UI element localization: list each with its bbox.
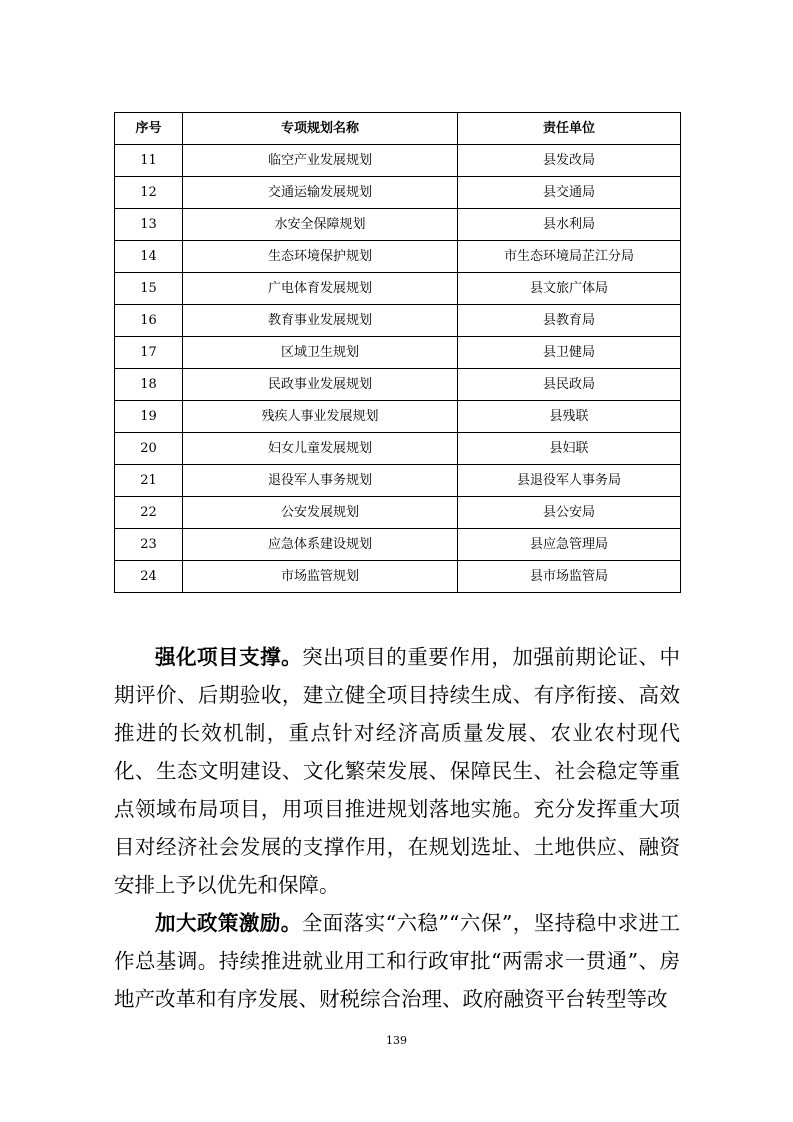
table-row — [115, 209, 681, 241]
row-responsible-unit: 县退役军人事务局 — [458, 465, 681, 497]
table-row — [115, 305, 681, 337]
row-plan-name: 教育事业发展规划 — [183, 305, 458, 337]
paragraph-lead: 强化项目支撑。 — [155, 645, 303, 669]
row-responsible-unit: 县民政局 — [458, 369, 681, 401]
row-plan-name: 民政事业发展规划 — [183, 369, 458, 401]
row-responsible-unit: 县残联 — [458, 401, 681, 433]
table-row — [115, 401, 681, 433]
paragraph-policy-incentive — [114, 904, 680, 1018]
row-no: 17 — [115, 337, 183, 369]
paragraph-project-support — [114, 638, 680, 904]
row-responsible-unit: 县发改局 — [458, 145, 681, 177]
row-responsible-unit: 县应急管理局 — [458, 529, 681, 561]
row-responsible-unit: 县市场监管局 — [458, 561, 681, 593]
plan-table — [114, 112, 681, 593]
row-no: 23 — [115, 529, 183, 561]
row-responsible-unit: 县教育局 — [458, 305, 681, 337]
table-row — [115, 145, 681, 177]
header-responsible-unit: 责任单位 — [458, 113, 681, 145]
row-no: 16 — [115, 305, 183, 337]
header-no: 序号 — [115, 113, 183, 145]
table-row — [115, 497, 681, 529]
table-row — [115, 529, 681, 561]
table-row — [115, 561, 681, 593]
row-plan-name: 退役军人事务规划 — [183, 465, 458, 497]
table-row — [115, 177, 681, 209]
table-row — [115, 337, 681, 369]
row-no: 12 — [115, 177, 183, 209]
row-no: 14 — [115, 241, 183, 273]
row-responsible-unit: 县文旅广体局 — [458, 273, 681, 305]
row-no: 11 — [115, 145, 183, 177]
row-responsible-unit: 县公安局 — [458, 497, 681, 529]
row-no: 15 — [115, 273, 183, 305]
row-no: 20 — [115, 433, 183, 465]
table-row — [115, 465, 681, 497]
row-no: 24 — [115, 561, 183, 593]
row-plan-name: 市场监管规划 — [183, 561, 458, 593]
row-plan-name: 残疾人事业发展规划 — [183, 401, 458, 433]
row-plan-name: 交通运输发展规划 — [183, 177, 458, 209]
header-plan-name: 专项规划名称 — [183, 113, 458, 145]
row-plan-name: 应急体系建设规划 — [183, 529, 458, 561]
table-row — [115, 273, 681, 305]
row-no: 18 — [115, 369, 183, 401]
row-plan-name: 公安发展规划 — [183, 497, 458, 529]
row-responsible-unit: 县卫健局 — [458, 337, 681, 369]
row-responsible-unit: 市生态环境局芷江分局 — [458, 241, 681, 273]
row-plan-name: 水安全保障规划 — [183, 209, 458, 241]
row-responsible-unit: 县水利局 — [458, 209, 681, 241]
row-no: 13 — [115, 209, 183, 241]
row-plan-name: 广电体育发展规划 — [183, 273, 458, 305]
row-plan-name: 区域卫生规划 — [183, 337, 458, 369]
row-responsible-unit: 县交通局 — [458, 177, 681, 209]
paragraph-body: 突出项目的重要作用，加强前期论证、中期评价、后期验收，建立健全项目持续生成、有序衔接、高效推进的长效机制，重点针对经济高质量发展、农业农村现代化、生态文明建设、文化繁荣发展、保障民生、社会稳定等重点领域布局项目，用项目推进规划落地实施。充分发挥重大项目对经济社会发展的支撑作用，在规划选址、土地供应、融资安排上予以优先和保障。 — [114, 645, 681, 897]
page-number: 139 — [386, 1034, 407, 1047]
table-row — [115, 241, 681, 273]
paragraph-lead: 加大政策激励。 — [155, 911, 302, 935]
row-plan-name: 妇女儿童发展规划 — [183, 433, 458, 465]
row-plan-name: 生态环境保护规划 — [183, 241, 458, 273]
row-responsible-unit: 县妇联 — [458, 433, 681, 465]
table-row — [115, 433, 681, 465]
row-no: 19 — [115, 401, 183, 433]
paragraph-body: 全面落实“六稳”“六保”，坚持稳中求进工作总基调。持续推进就业用工和行政审批“两需求一贯通”、房地产改革和有序发展、财税综合治理、政府融资平台转型等改 — [114, 911, 681, 1011]
row-plan-name: 临空产业发展规划 — [183, 145, 458, 177]
row-no: 21 — [115, 465, 183, 497]
table-header-row — [115, 113, 681, 145]
table-row — [115, 369, 681, 401]
row-no: 22 — [115, 497, 183, 529]
